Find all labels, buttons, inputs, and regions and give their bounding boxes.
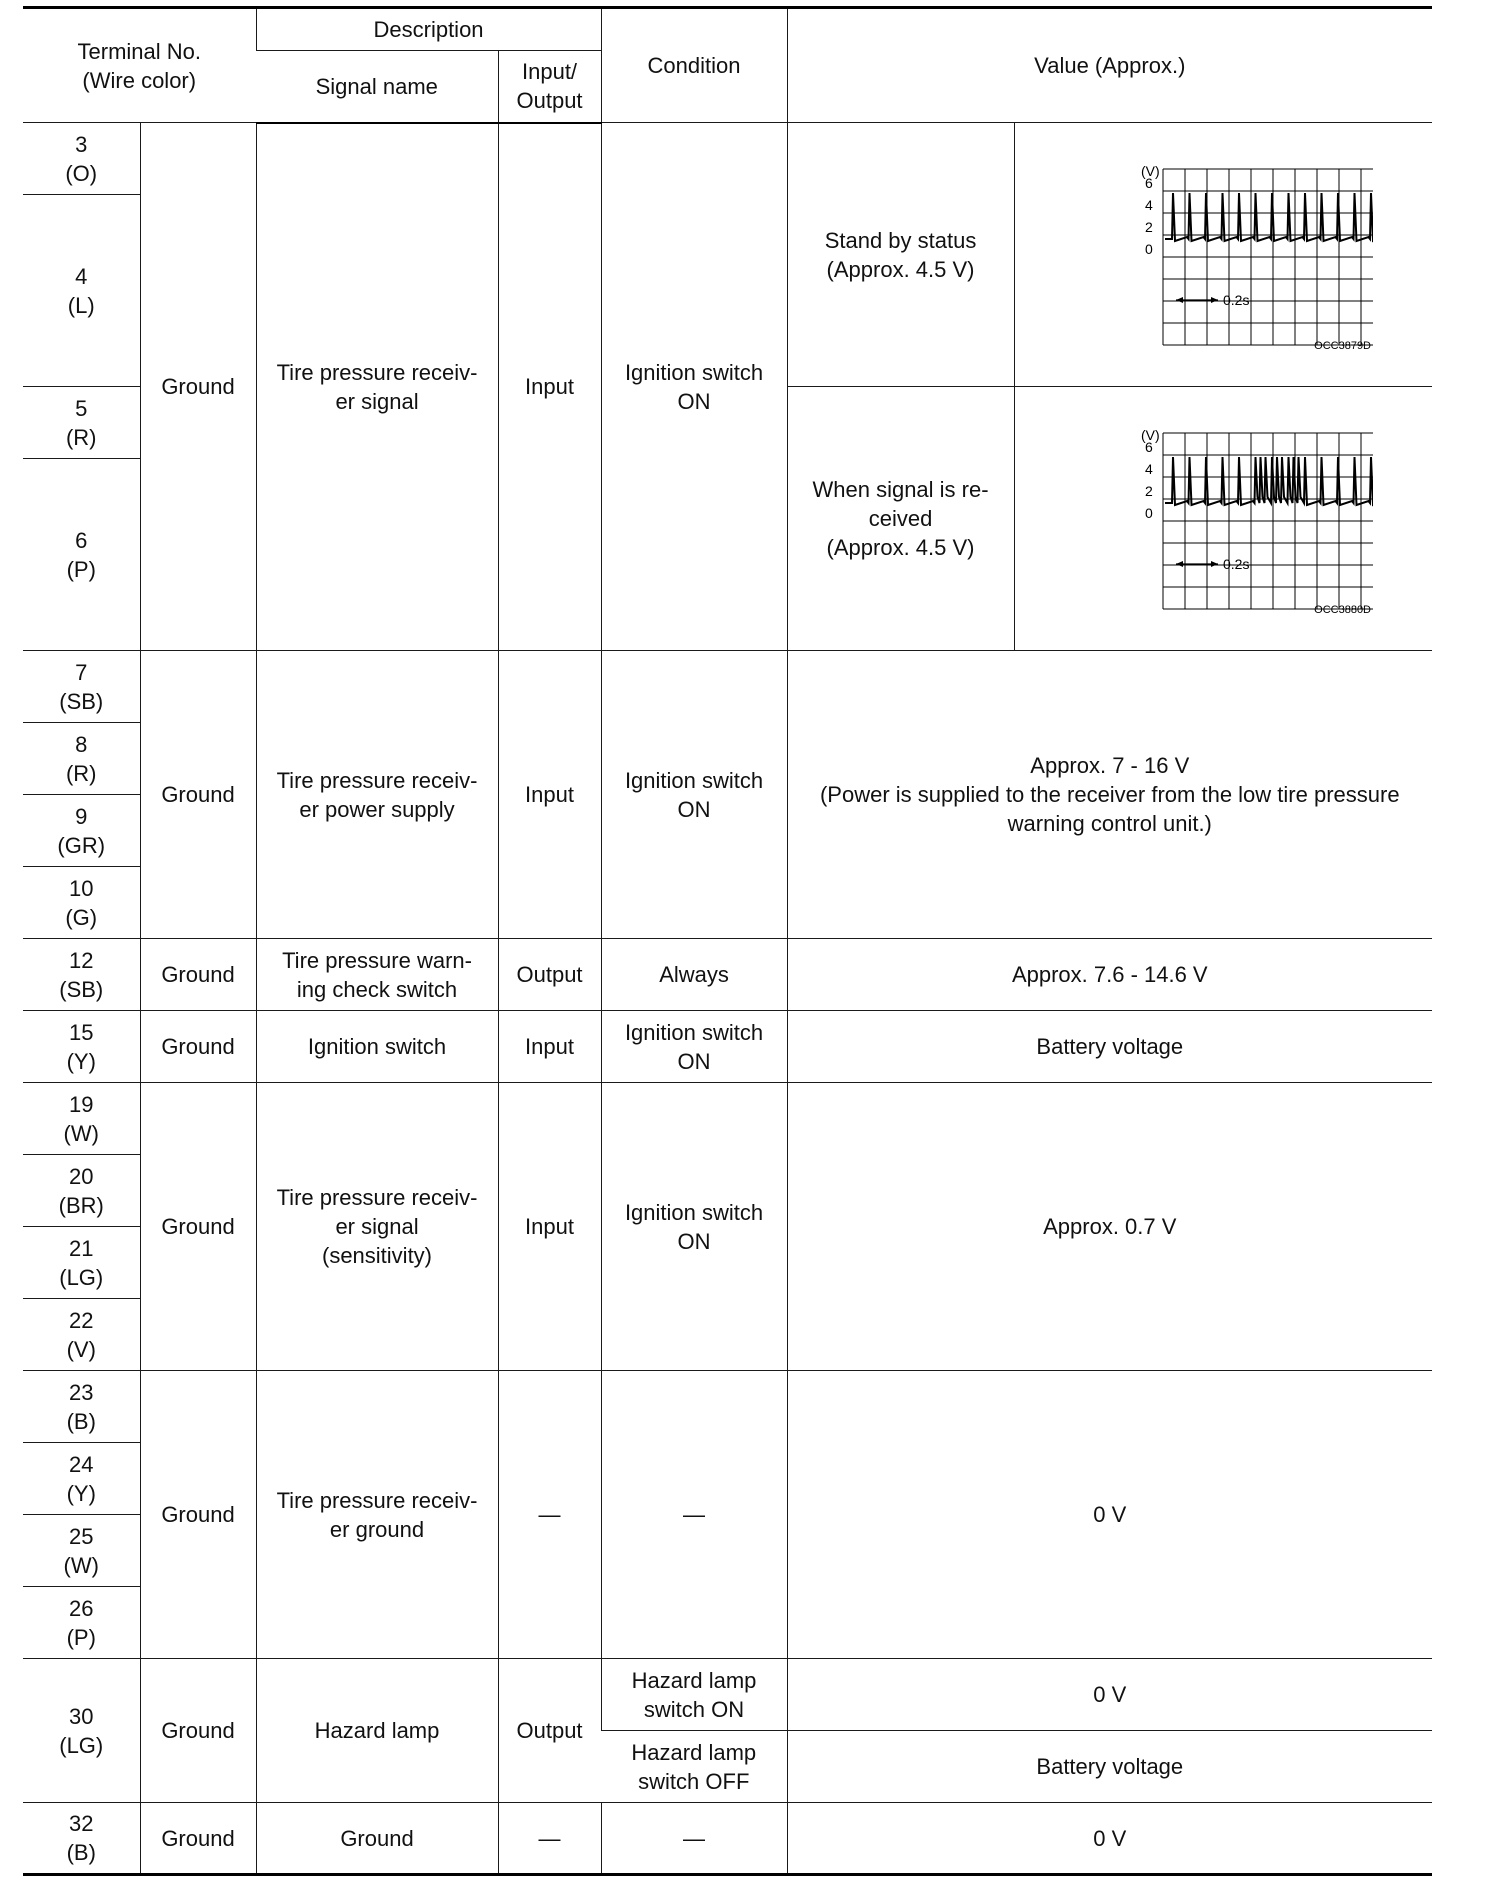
standby-status-label: Stand by status (Approx. 4.5 V) — [787, 123, 1014, 387]
terminal-cell: 26 (P) — [23, 1587, 140, 1659]
ground-cell: Ground — [140, 1011, 256, 1083]
standby-waveform — [1014, 123, 1432, 387]
waveform-y-tick: 6 — [1145, 438, 1154, 455]
value-cell: 0 V — [787, 1371, 1432, 1659]
condition-header: Condition — [601, 8, 787, 123]
value-cell: 0 V — [787, 1659, 1432, 1731]
ground-cell: Ground — [140, 651, 256, 939]
arrow-left-icon — [1176, 561, 1183, 567]
description-header: Description — [256, 8, 601, 51]
waveform-y-unit: (V) — [1141, 426, 1160, 443]
figure-code: OCC3879D — [1314, 339, 1372, 352]
waveform-y-tick: 0 — [1145, 240, 1154, 257]
terminal-cell: 23 (B) — [23, 1371, 140, 1443]
signal-name-cell: Ignition switch — [256, 1011, 498, 1083]
terminal-cell: 25 (W) — [23, 1515, 140, 1587]
terminal-cell: 20 (BR) — [23, 1155, 140, 1227]
terminal-cell: 15 (Y) — [23, 1011, 140, 1083]
signal-received-waveform — [1014, 387, 1432, 651]
io-cell: Input — [498, 123, 601, 651]
io-cell: — — [498, 1371, 601, 1659]
waveform-y-tick: 2 — [1145, 482, 1154, 499]
waveform-trace — [1165, 193, 1373, 241]
input-output-header: Input/ Output — [498, 51, 601, 123]
io-cell: Input — [498, 651, 601, 939]
condition-cell: — — [601, 1371, 787, 1659]
ground-cell: Ground — [140, 1659, 256, 1803]
arrow-right-icon — [1211, 297, 1218, 303]
value-cell: Approx. 7.6 - 14.6 V — [787, 939, 1432, 1011]
signal-name-cell: Tire pressure receiv- er signal (sensitivity) — [256, 1083, 498, 1371]
waveform-time-division: 0.2s — [1223, 291, 1250, 308]
condition-cell: Ignition switch ON — [601, 1011, 787, 1083]
value-cell: Battery voltage — [787, 1731, 1432, 1803]
terminal-cell: 12 (SB) — [23, 939, 140, 1011]
condition-cell: — — [601, 1803, 787, 1875]
terminal-cell: 4 (L) — [23, 195, 140, 387]
waveform-y-tick: 6 — [1145, 174, 1154, 191]
signal-name-cell: Tire pressure receiv- er signal — [256, 123, 498, 651]
ground-cell: Ground — [140, 1083, 256, 1371]
terminal-cell: 32 (B) — [23, 1803, 140, 1875]
condition-cell: Ignition switch ON — [601, 123, 787, 651]
terminal-no-header: Terminal No. (Wire color) — [23, 8, 256, 123]
arrow-left-icon — [1176, 297, 1183, 303]
terminal-cell: 10 (G) — [23, 867, 140, 939]
arrow-right-icon — [1211, 561, 1218, 567]
signal-received-label: When signal is re- ceived (Approx. 4.5 V) — [787, 387, 1014, 651]
waveform-y-tick: 4 — [1145, 460, 1154, 477]
condition-cell: Ignition switch ON — [601, 651, 787, 939]
io-cell: Input — [498, 1083, 601, 1371]
terminal-cell: 30 (LG) — [23, 1659, 140, 1803]
ground-cell: Ground — [140, 1803, 256, 1875]
terminal-cell: 5 (R) — [23, 387, 140, 459]
io-cell: — — [498, 1803, 601, 1875]
signal-name-cell: Tire pressure receiv- er ground — [256, 1371, 498, 1659]
value-header: Value (Approx.) — [787, 8, 1432, 123]
terminal-table — [23, 6, 1432, 1876]
signal-name-cell: Tire pressure receiv- er power supply — [256, 651, 498, 939]
value-cell: 0 V — [787, 1803, 1432, 1875]
condition-cell: Ignition switch ON — [601, 1083, 787, 1371]
condition-cell: Hazard lamp switch ON — [601, 1659, 787, 1731]
waveform-trace — [1165, 457, 1373, 505]
terminal-cell: 8 (R) — [23, 723, 140, 795]
value-cell: Battery voltage — [787, 1011, 1432, 1083]
ground-cell: Ground — [140, 939, 256, 1011]
ground-cell: Ground — [140, 123, 256, 651]
waveform-time-division: 0.2s — [1223, 555, 1250, 572]
waveform-y-tick: 0 — [1145, 504, 1154, 521]
io-cell: Input — [498, 1011, 601, 1083]
value-cell: Approx. 0.7 V — [787, 1083, 1432, 1371]
condition-cell: Always — [601, 939, 787, 1011]
signal-name-cell: Ground — [256, 1803, 498, 1875]
terminal-cell: 24 (Y) — [23, 1443, 140, 1515]
terminal-cell: 22 (V) — [23, 1299, 140, 1371]
terminal-cell: 3 (O) — [23, 123, 140, 195]
io-cell: Output — [498, 1659, 601, 1803]
waveform-y-tick: 2 — [1145, 218, 1154, 235]
waveform-y-unit: (V) — [1141, 162, 1160, 179]
signal-name-cell: Tire pressure warn- ing check switch — [256, 939, 498, 1011]
terminal-cell: 19 (W) — [23, 1083, 140, 1155]
condition-cell: Hazard lamp switch OFF — [601, 1731, 787, 1803]
value-cell: Approx. 7 - 16 V (Power is supplied to the receiver from the low tire pressure warning control unit.) — [787, 651, 1432, 939]
waveform-y-tick: 4 — [1145, 196, 1154, 213]
terminal-cell: 7 (SB) — [23, 651, 140, 723]
signal-name-cell: Hazard lamp — [256, 1659, 498, 1803]
terminal-cell: 21 (LG) — [23, 1227, 140, 1299]
terminal-cell: 9 (GR) — [23, 795, 140, 867]
ground-cell: Ground — [140, 1371, 256, 1659]
signal-name-header: Signal name — [256, 51, 498, 123]
terminal-cell: 6 (P) — [23, 459, 140, 651]
figure-code: OCC3880D — [1314, 603, 1372, 616]
io-cell: Output — [498, 939, 601, 1011]
